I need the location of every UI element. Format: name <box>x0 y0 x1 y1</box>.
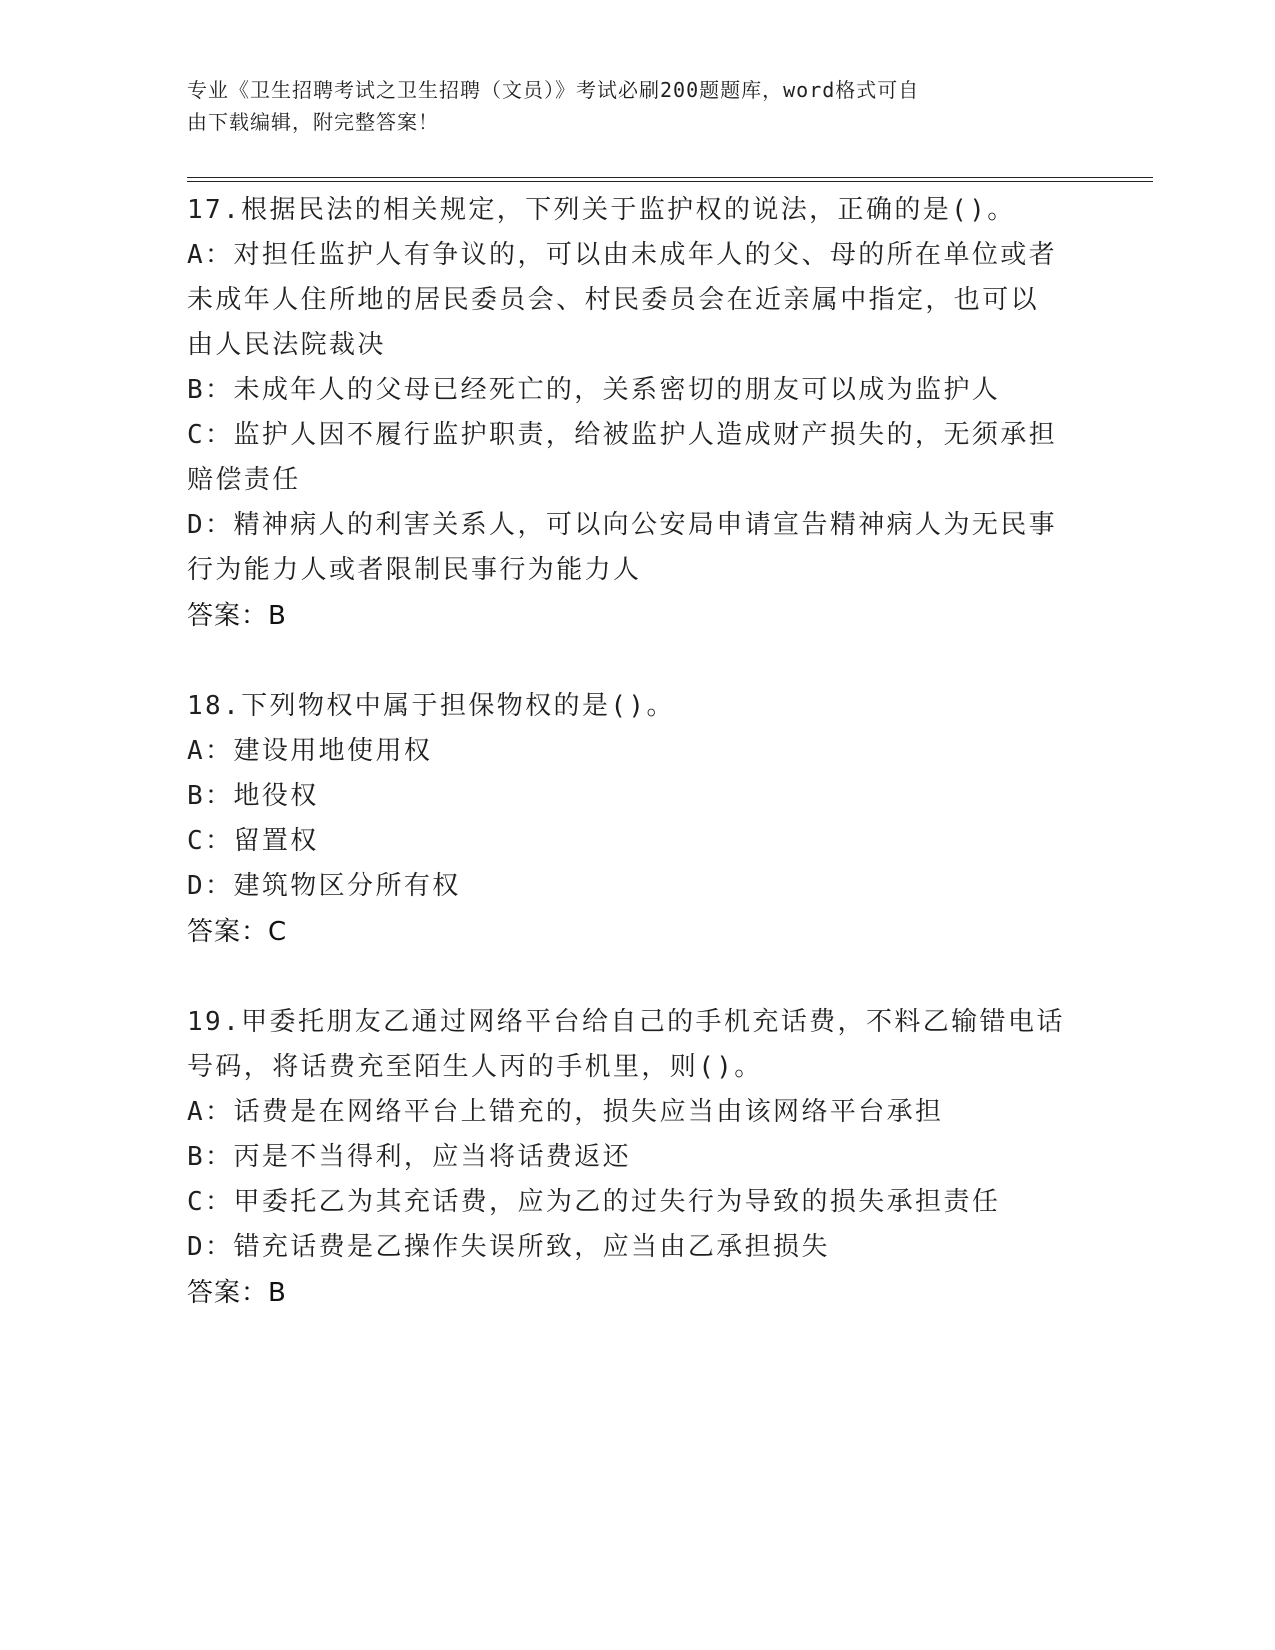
question-stem: 号码，将话费充至陌生人丙的手机里，则()。 <box>187 1052 763 1082</box>
question-19 <box>187 1000 1087 1317</box>
option-d <box>187 503 1087 593</box>
header-divider <box>187 177 1153 182</box>
option-b: B：地役权 <box>187 781 319 811</box>
question-stem: 18.下列物权中属于担保物权的是()。 <box>187 691 675 721</box>
header-line-1: 专业《卫生招聘考试之卫生招聘（文员）》考试必刷200题题库，word格式可自 <box>187 78 920 102</box>
option-a: A：话费是在网络平台上错充的，损失应当由该网络平台承担 <box>187 1097 944 1127</box>
option-d: D：错充话费是乙操作失误所致，应当由乙承担损失 <box>187 1232 830 1262</box>
option-c: C：甲委托乙为其充话费，应为乙的过失行为导致的损失承担责任 <box>187 1187 1001 1217</box>
option-line: B：未成年人的父母已经死亡的，关系密切的朋友可以成为监护人 <box>187 375 1001 405</box>
option-a: A：建设用地使用权 <box>187 736 433 766</box>
option-a <box>187 233 1087 368</box>
option-b: B：丙是不当得利，应当将话费返还 <box>187 1142 632 1172</box>
question-17 <box>187 188 1087 640</box>
question-stem: 19.甲委托朋友乙通过网络平台给自己的手机充话费，不料乙输错电话 <box>187 1007 1065 1037</box>
answer-label: 答案：B <box>187 1278 287 1308</box>
question-list <box>187 188 1087 1361</box>
header-line-2: 由下载编辑，附完整答案！ <box>187 110 439 134</box>
option-line: C：监护人因不履行监护职责，给被监护人造成财产损失的，无须承担 <box>187 420 1058 450</box>
option-line: 赔偿责任 <box>187 465 301 495</box>
option-d: D：建筑物区分所有权 <box>187 871 461 901</box>
question-18 <box>187 684 1087 956</box>
option-line: D：精神病人的利害关系人，可以向公安局申请宣告精神病人为无民事 <box>187 510 1058 540</box>
option-line: A：对担任监护人有争议的，可以由未成年人的父、母的所在单位或者 <box>187 240 1058 270</box>
answer-label: 答案：C <box>187 917 288 947</box>
answer-label: 答案：B <box>187 601 287 631</box>
option-b <box>187 368 1087 413</box>
document-header <box>187 74 1087 138</box>
option-line: 行为能力人或者限制民事行为能力人 <box>187 555 642 585</box>
option-line: 由人民法院裁决 <box>187 330 386 360</box>
option-c: C：留置权 <box>187 826 319 856</box>
option-c <box>187 413 1087 503</box>
option-line: 未成年人住所地的居民委员会、村民委员会在近亲属中指定，也可以 <box>187 285 1040 315</box>
question-stem: 17.根据民法的相关规定，下列关于监护权的说法，正确的是()。 <box>187 195 1016 225</box>
